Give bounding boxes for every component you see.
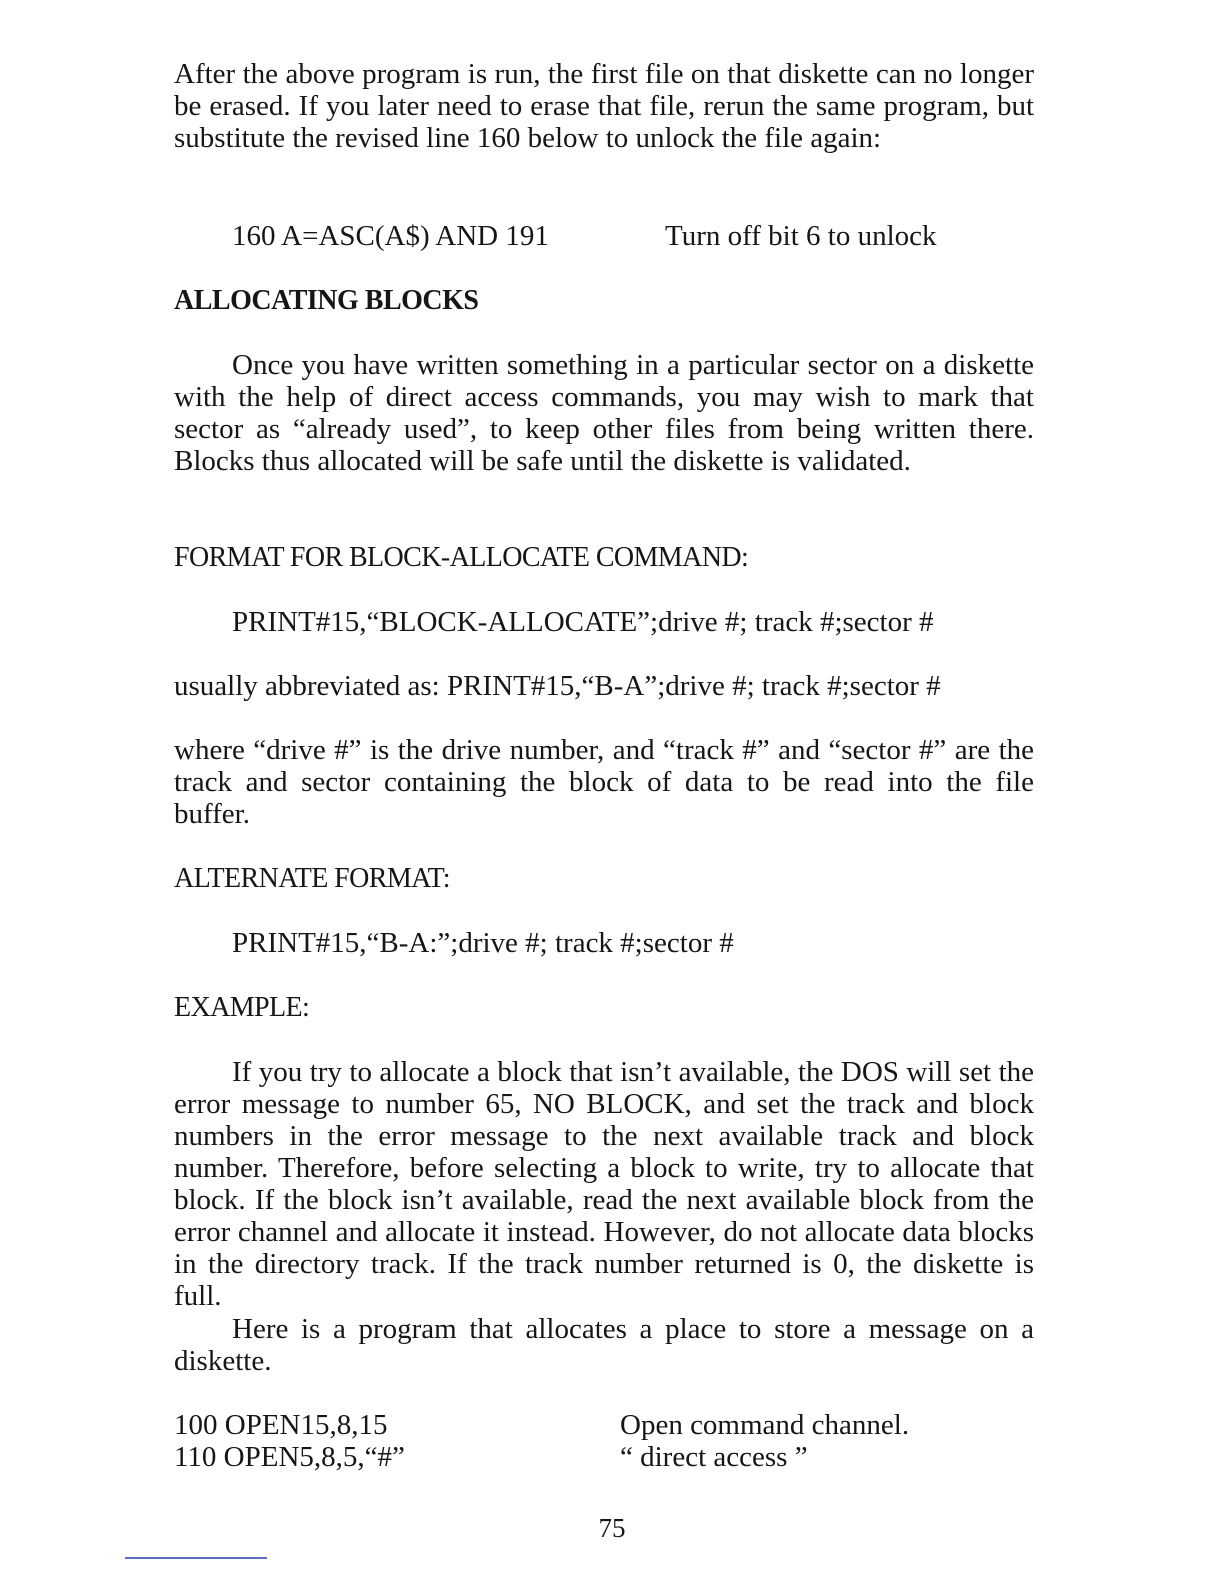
format-label: FORMAT FOR BLOCK-ALLOCATE COMMAND:	[174, 542, 749, 573]
where-paragraph: where “drive #” is the drive number, and “track #” and “sector #” are the track and sector containing the block of data to be read into the file buffer.	[174, 734, 1034, 830]
alternate-code: PRINT#15,“B-A:”;drive #; track #;sector #	[232, 927, 734, 959]
example-label: EXAMPLE:	[174, 992, 310, 1023]
program-line-comment: “ direct access ”	[620, 1441, 808, 1473]
program-line-code: 110 OPEN5,8,5,“#”	[174, 1441, 405, 1473]
code-line-160	[232, 220, 1034, 252]
format-code: PRINT#15,“BLOCK-ALLOCATE”;drive #; track #;sector #	[232, 606, 934, 638]
program-line-100	[174, 1409, 1034, 1441]
program-line-comment: Open command channel.	[620, 1409, 910, 1441]
page-number: 75	[598, 1513, 626, 1543]
intro-paragraph: After the above program is run, the first file on that diskette can no longer be erased. If you later need to erase that file, rerun the same program, but substitute the revised line 160 below to unlock the file again:	[174, 58, 1034, 154]
explain-paragraph: If you try to allocate a block that isn’t available, the DOS will set the error message to number 65, NO BLOCK, and set the track and block numbers in the error message to the next available track and block number. Therefore, before selecting a block to write, try to allocate that block. If the block isn’t available, read the next available block from the error channel and allocate it instead. However, do not allocate data blocks in the directory track. If the track number returned is 0, the diskette is full.	[174, 1056, 1034, 1312]
program-line-code: 100 OPEN15,8,15	[174, 1409, 388, 1441]
allocating-paragraph: Once you have written something in a particular sector on a diskette with the help of direct access commands, you may wish to mark that sector as “already used”, to keep other files from being written there. Blocks thus allocated will be safe until the diskette is validated.	[174, 349, 1034, 477]
code-line-160-comment: Turn off bit 6 to unlock	[665, 220, 937, 252]
abbrev-line: usually abbreviated as: PRINT#15,“B-A”;drive #; track #;sector #	[174, 670, 941, 702]
program-intro-paragraph: Here is a program that allocates a place to store a message on a diskette.	[174, 1313, 1034, 1377]
code-line-160-code: 160 A=ASC(A$) AND 191	[232, 220, 549, 252]
alternate-label: ALTERNATE FORMAT:	[174, 863, 450, 894]
scan-edge-line	[125, 1557, 267, 1559]
section-heading: ALLOCATING BLOCKS	[174, 285, 479, 316]
program-line-110	[174, 1441, 1034, 1473]
